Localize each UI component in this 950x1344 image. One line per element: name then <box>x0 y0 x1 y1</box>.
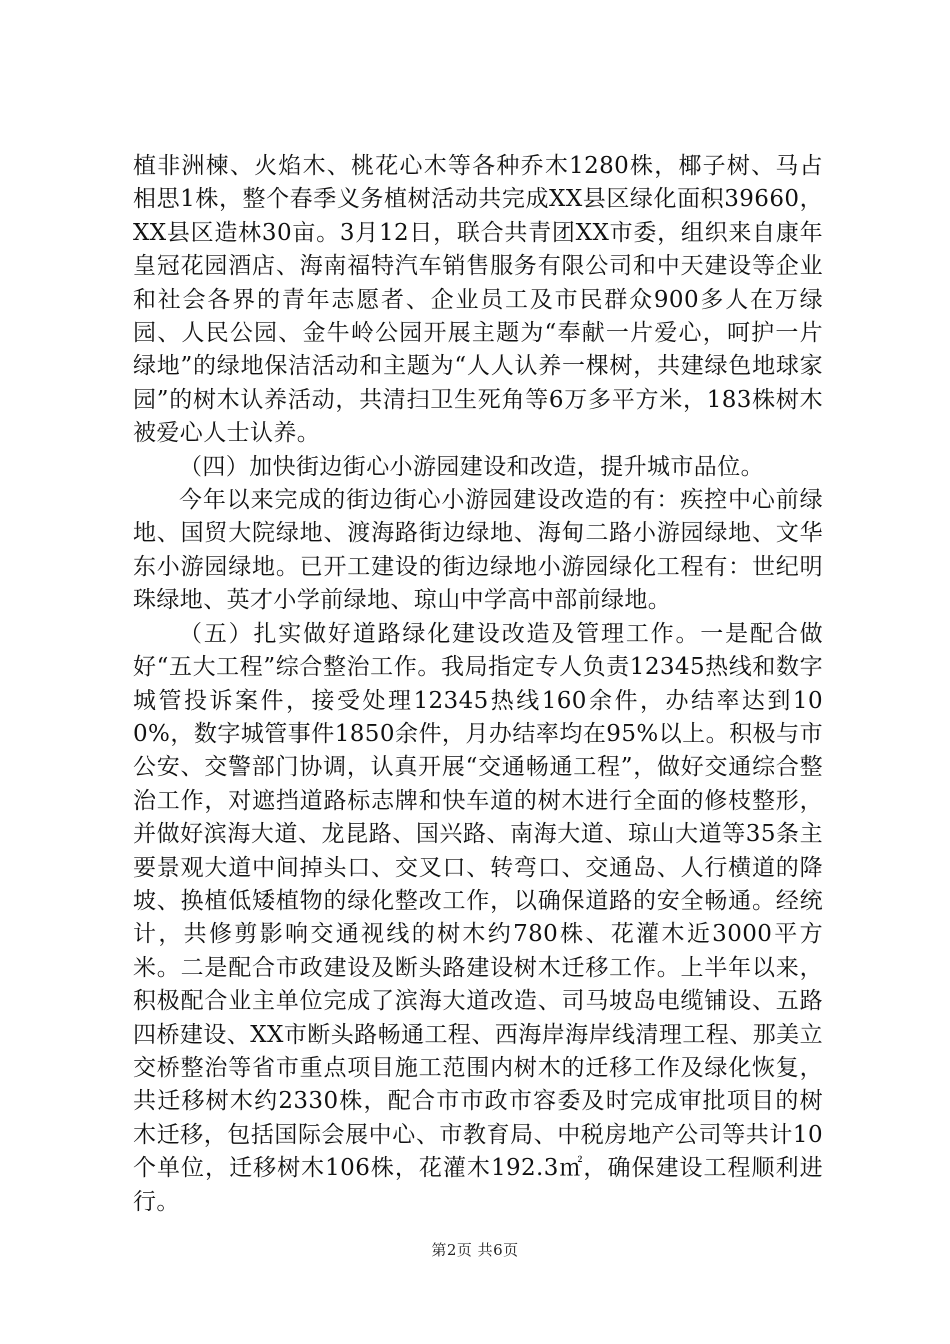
page-number-footer: 第2页 共6页 <box>431 1241 519 1259</box>
heading-section-four: （四）加快街边街心小游园建设和改造，提升城市品位。 <box>179 453 764 480</box>
paragraph-road-greening: （五）扎实做好道路绿化建设改造及管理工作。一是配合做好“五大工程”综合整治工作。我局指定专人负责12345热线和数字城管投诉案件，接受处理12345热线160余件，办结率达到100%，数字城管事件1850余件，月办结率均在95%以上。积极与市公安、交警部门协调，认真开展“交通畅通工程”，做好交通综合整治工作，对遮挡道路标志牌和快车道的树木进行全面的修枝整形，并做好滨海大道、龙昆路、国兴路、南海大道、琼山大道等35条主要景观大道中间掉头口、交叉口、转弯口、交通岛、人行横道的降坡、换植低矮植物的绿化整改工作，以确保道路的安全畅通。经统计，共修剪影响交通视线的树木约780株、花灌木近3000平方米。二是配合市政建设及断头路建设树木迁移工作。上半年以来，积极配合业主单位完成了滨海大道改造、司马坡岛电缆铺设、五路四桥建设、XX市断头路畅通工程、西海岸海岸线清理工程、那美立交桥整治等省市重点项目施工范围内树木的迁移工作及绿化恢复，共迁移树木约2330株，配合市市政市容委及时完成审批项目的树木迁移，包括国际会展中心、市教育局、中税房地产公司等共计10个单位，迁移树木106株，花灌木192.3㎡，确保建设工程顺利进行。 <box>133 620 823 1215</box>
document-body <box>133 150 823 1219</box>
paragraph-small-parks: 今年以来完成的街边街心小游园建设改造的有：疾控中心前绿地、国贸大院绿地、渡海路街边绿地、海甸二路小游园绿地、文华东小游园绿地。已开工建设的街边绿地小游园绿化工程有：世纪明珠绿地、英才小学前绿地、琼山中学高中部前绿地。 <box>133 487 823 614</box>
paragraph-tree-planting: 植非洲楝、火焰木、桃花心木等各种乔木1280株，椰子树、马占相思1株，整个春季义务植树活动共完成XX县区绿化面积39660，XX县区造林30亩。3月12日，联合共青团XX市委，组织来自康年皇冠花园酒店、海南福特汽车销售服务有限公司和中天建设等企业和社会各界的青年志愿者、企业员工及市民群众900多人在万绿园、人民公园、金牛岭公园开展主题为“奉献一片爱心，呵护一片绿地”的绿地保洁活动和主题为“人人认养一棵树，共建绿色地球家园”的树木认养活动，共清扫卫生死角等6万多平方米，183株树木被爱心人士认养。 <box>133 153 823 447</box>
